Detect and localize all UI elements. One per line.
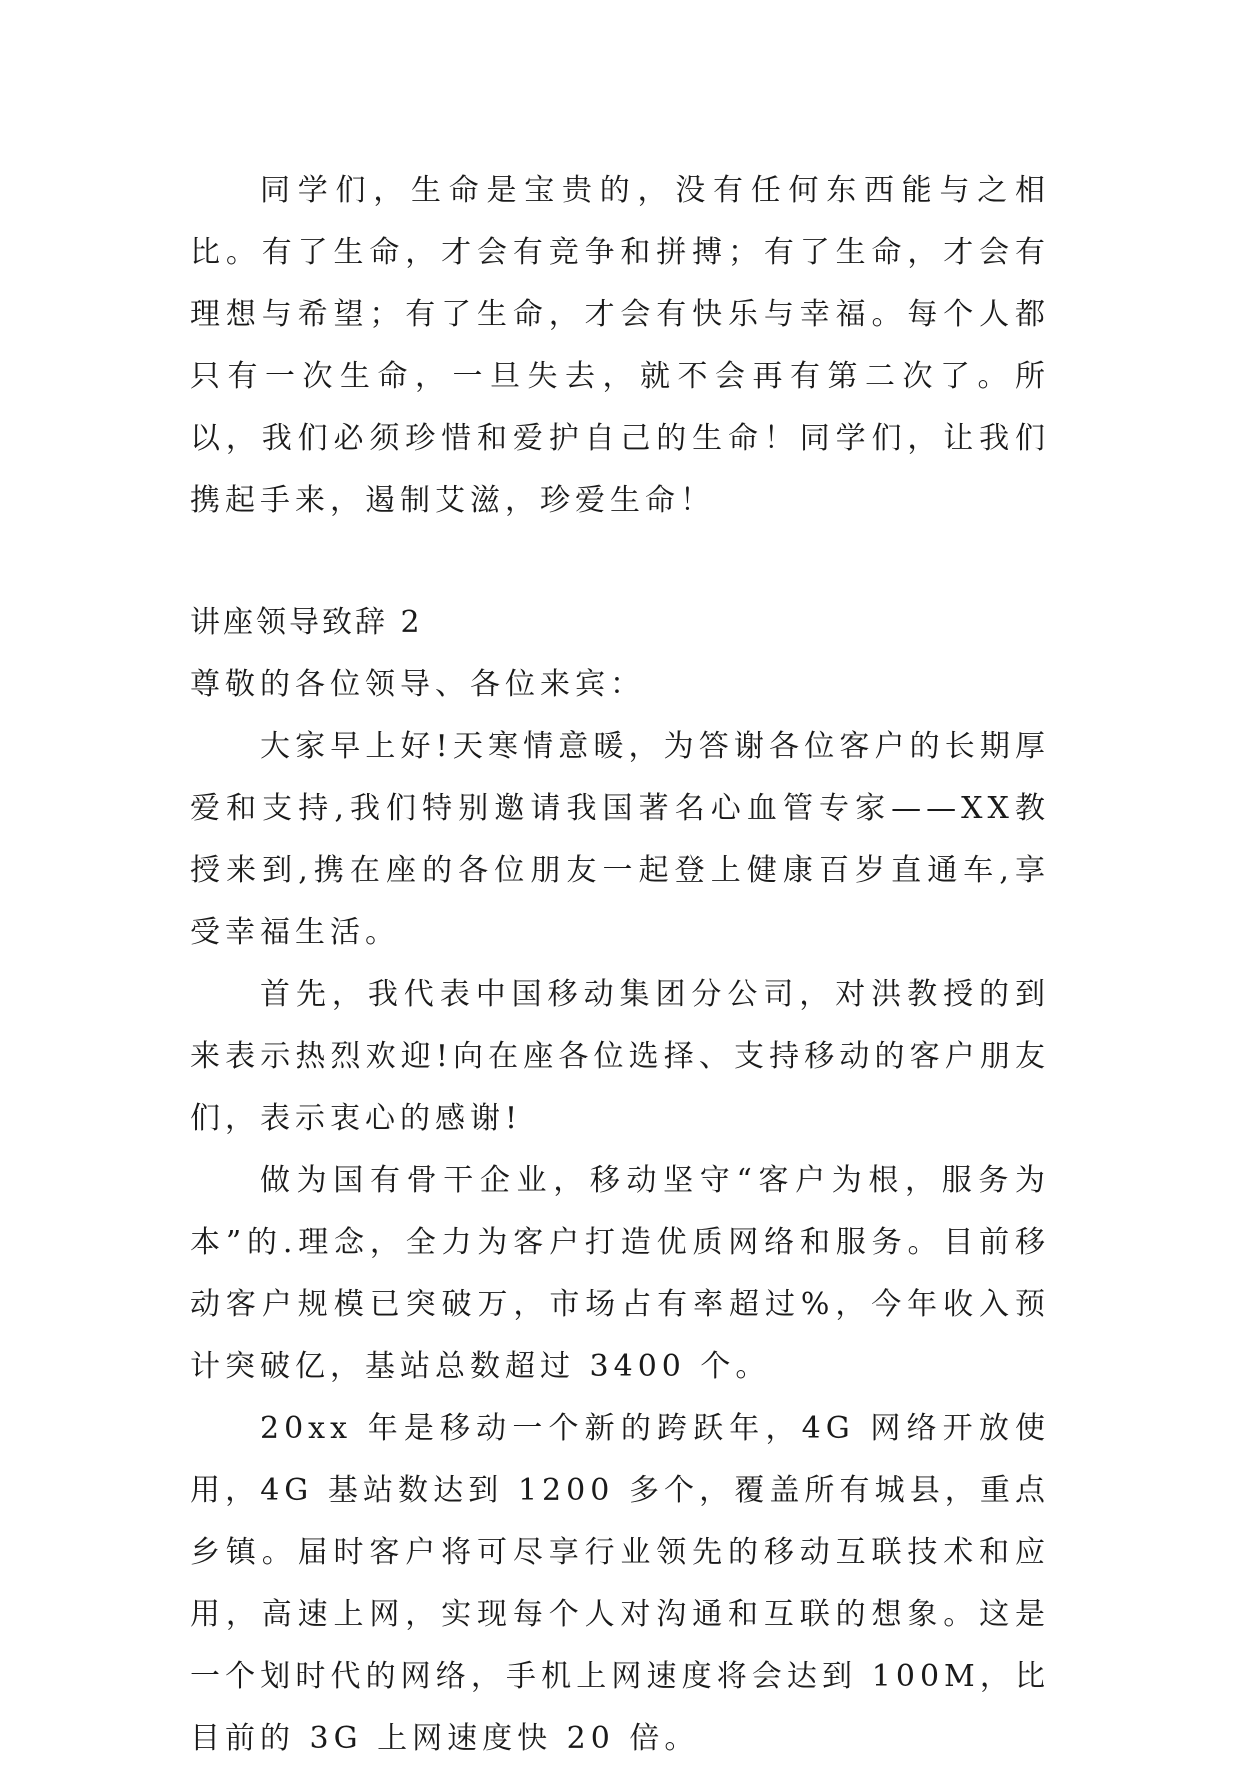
paragraph: 首先，我代表中国移动集团分公司，对洪教授的到来表示热烈欢迎!向在座各位选择、支持移动的客户朋友们，表示衷心的感谢! bbox=[190, 977, 1050, 1136]
paragraph: 20xx 年是移动一个新的跨跃年，4G 网络开放使用，4G 基站数达到 1200 多个，覆盖所有城县，重点乡镇。届时客户将可尽享行业领先的移动互联技术和应用，高速上网，实现每个人对沟通和互联的想象。这是一个划时代的网络，手机上网速度将会达到 100M，比目前的 3G 上网速度快 20 倍。 bbox=[190, 1411, 1050, 1756]
paragraph: 做为国有骨干企业，移动坚守“客户为根，服务为本”的.理念，全力为客户打造优质网络和服务。目前移动客户规模已突破万，市场占有率超过%，今年收入预计突破亿，基站总数超过 3400 个。 bbox=[190, 1163, 1050, 1384]
salutation: 尊敬的各位领导、各位来宾： bbox=[190, 667, 645, 702]
paragraph: 大家早上好!天寒情意暖，为答谢各位客户的长期厚爱和支持,我们特别邀请我国著名心血管专家——XX教授来到,携在座的各位朋友一起登上健康百岁直通车,享受幸福生活。 bbox=[190, 729, 1050, 950]
document-body bbox=[190, 160, 1050, 1770]
paragraph: 同学们，生命是宝贵的，没有任何东西能与之相比。有了生命，才会有竞争和拼搏；有了生命，才会有理想与希望；有了生命，才会有快乐与幸福。每个人都只有一次生命，一旦失去，就不会再有第二次了。所以，我们必须珍惜和爱护自己的生命！同学们，让我们携起手来，遏制艾滋，珍爱生命！ bbox=[190, 173, 1050, 518]
section-title: 讲座领导致辞 2 bbox=[190, 605, 423, 640]
